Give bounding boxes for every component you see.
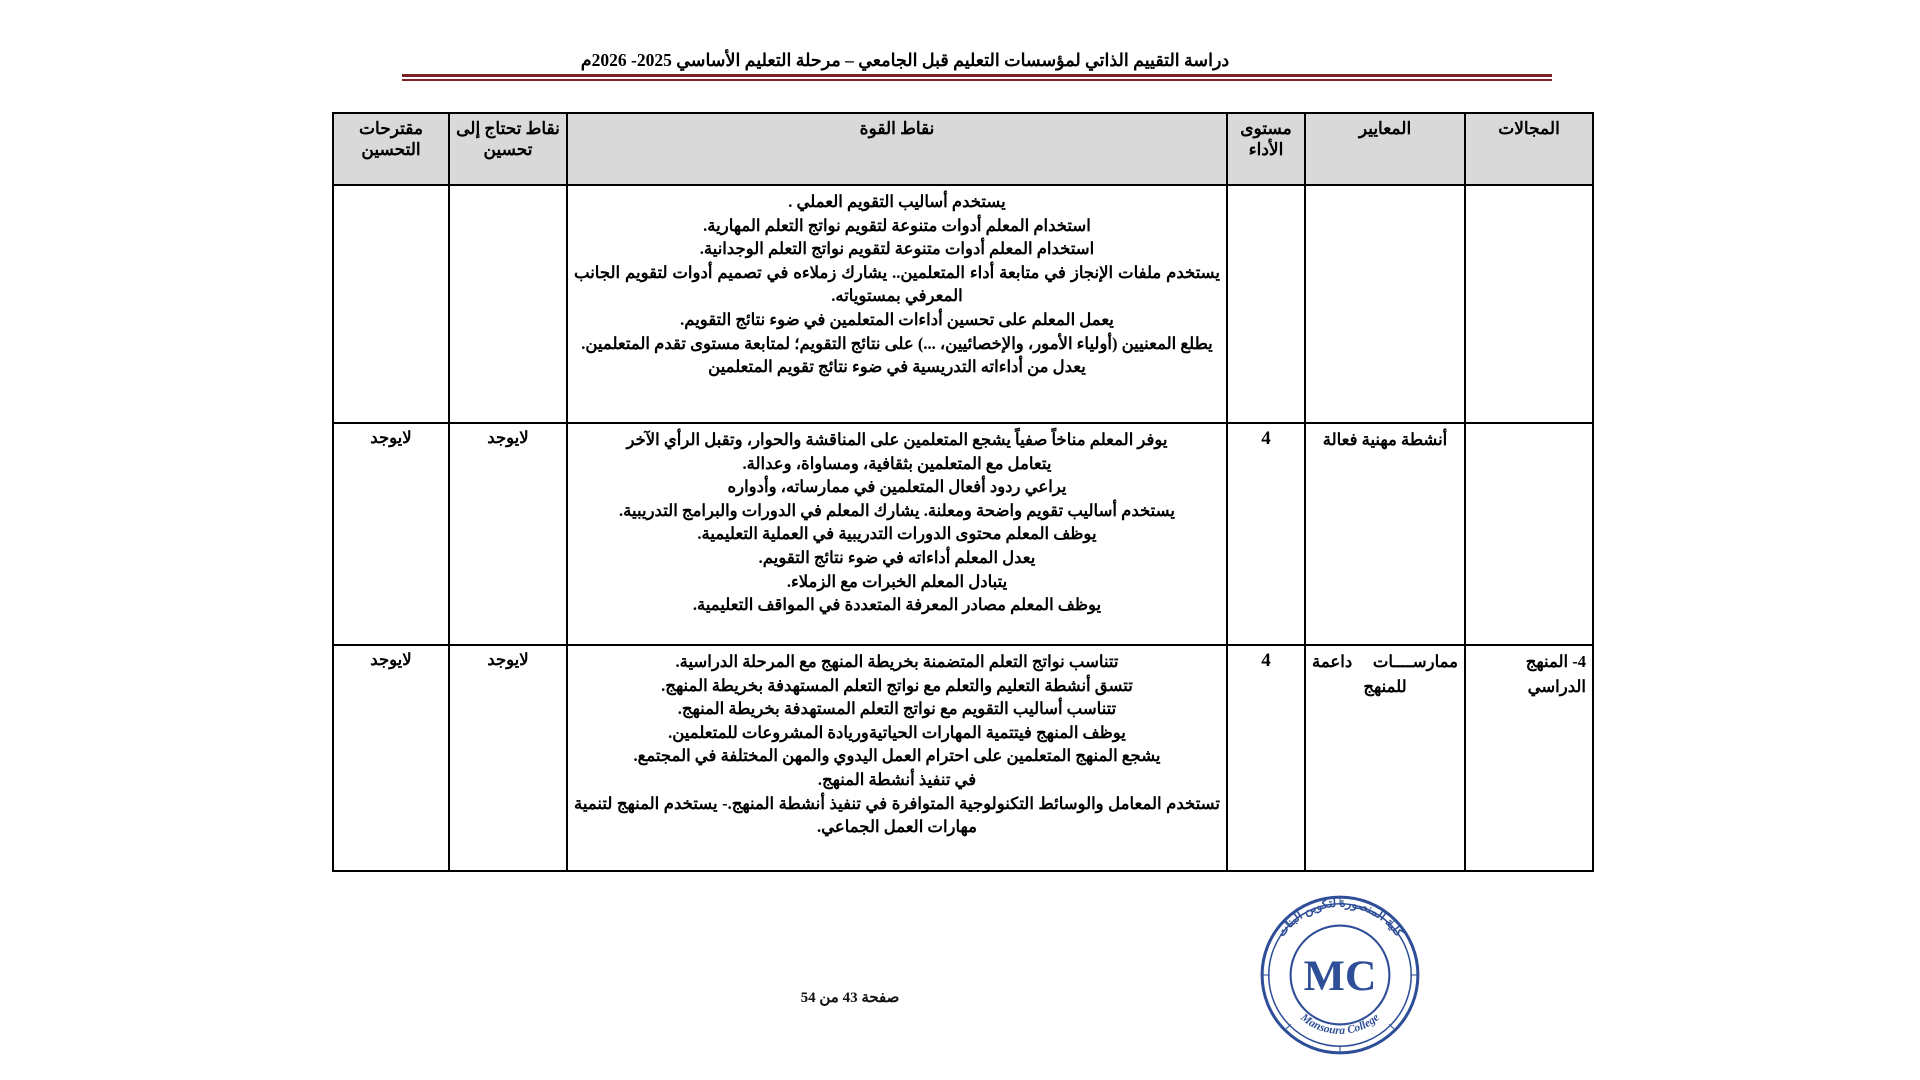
cell-improvement-suggestions	[333, 185, 449, 423]
cell-domain	[1465, 423, 1593, 645]
strength-line: تستخدم المعامل والوسائط التكنولوجية المتوافرة في تنفيذ أنشطة المنهج.- يستخدم المنهج لتنمية مهارات العمل الجماعي.	[574, 793, 1220, 837]
strength-line: يوفر المعلم مناخاً صفياً يشجع المتعلمين على المناقشة والحوار، وتقبل الرأي الآخر	[626, 430, 1168, 449]
cell-domain: 4- المنهج الدراسي	[1465, 645, 1593, 871]
cell-improvement-suggestions: لايوجد	[333, 645, 449, 871]
page-footer	[0, 988, 1920, 1007]
strength-line: في تنفيذ أنشطة المنهج.	[817, 769, 977, 789]
svg-text:كلية المنصورة لتكوين البنات	[1274, 896, 1407, 940]
strength-line: يستخدم أساليب تقويم واضحة ومعلنة. يشارك المعلم في الدورات والبرامج التدريبية.	[619, 500, 1175, 520]
strength-line: تتسق أنشطة التعليم والتعلم مع نواتج التعلم المستهدفة بخريطة المنهج.	[661, 675, 1133, 695]
strength-line: يوظف المعلم محتوى الدورات التدريبية في العملية التعليمية.	[697, 524, 1097, 544]
column-header-performance-level: مستوى الأداء	[1227, 113, 1305, 185]
strength-line: يوظف المعلم مصادر المعرفة المتعددة في المواقف التعليمية.	[692, 595, 1102, 615]
strength-line: يراعي ردود أفعال المتعلمين في ممارساته، وأدواره	[727, 477, 1067, 497]
cell-criteria: ممارســــات داعمة للمنهج	[1305, 645, 1465, 871]
strength-line: استخدام المعلم أدوات متنوعة لتقويم نواتج التعلم الوجدانية.	[699, 239, 1095, 259]
strength-line: يعدل من أداءاته التدريسية في ضوء نتائج تقويم المتعلمين	[708, 357, 1086, 377]
cell-strengths	[567, 423, 1227, 645]
stamp-monogram: MC	[1303, 952, 1377, 1001]
cell-strengths	[567, 645, 1227, 871]
strength-line: يستخدم أساليب التقويم العملي .	[788, 192, 1006, 211]
cell-domain	[1465, 185, 1593, 423]
cell-improvement-suggestions: لايوجد	[333, 423, 449, 645]
cell-needs-improvement: لايوجد	[449, 423, 567, 645]
table-header	[333, 113, 1593, 185]
strength-line: يوظف المنهج فيتتمية المهارات الحياتيةوريادة المشروعات للمتعلمين.	[668, 722, 1126, 742]
page-header-title: دراسة التقييم الذاتي لمؤسسات التعليم قبل الجامعي – مرحلة التعليم الأساسي 2025- 2026م	[580, 50, 1230, 70]
strength-line: يشجع المنهج المتعلمين على احترام العمل اليدوي والمهن المختلفة في المجتمع.	[633, 746, 1161, 766]
assessment-table	[332, 112, 1594, 872]
cell-strengths	[567, 185, 1227, 423]
cell-performance-level	[1227, 185, 1305, 423]
cell-criteria	[1305, 185, 1465, 423]
cell-performance-level: 4	[1227, 423, 1305, 645]
cell-criteria: أنشطة مهنية فعالة	[1305, 423, 1465, 645]
column-header-improvement-suggestions: مقترحات التحسين	[333, 113, 449, 185]
strength-line: يستخدم ملفات الإنجاز في متابعة أداء المتعلمين.. يشارك زملاءه في تصميم أدوات لتقويم الجانب المعرفي بمستوياته.	[574, 262, 1220, 306]
cell-performance-level: 4	[1227, 645, 1305, 871]
column-header-strengths: نقاط القوة	[567, 113, 1227, 185]
stamp-top-text: كلية المنصورة لتكوين البنات	[1273, 895, 1407, 940]
header-divider-rule	[402, 74, 1552, 81]
strength-line: تتناسب أساليب التقويم مع نواتج التعلم المستهدفة بخريطة المنهج.	[677, 699, 1117, 719]
page-header	[0, 50, 1920, 71]
strength-line: يعمل المعلم على تحسين أداءات المتعلمين في ضوء نتائج التقويم.	[680, 309, 1114, 329]
official-seal-stamp	[1245, 880, 1435, 1070]
table-row	[333, 423, 1593, 645]
cell-needs-improvement: لايوجد	[449, 645, 567, 871]
strength-line: تتناسب نواتج التعلم المتضمنة بخريطة المنهج مع المرحلة الدراسية.	[675, 652, 1119, 671]
column-header-domains: المجالات	[1465, 113, 1593, 185]
strength-line: يتبادل المعلم الخبرات مع الزملاء.	[786, 571, 1008, 591]
strength-line: استخدام المعلم أدوات متنوعة لتقويم نواتج التعلم المهارية.	[703, 215, 1091, 235]
assessment-table-container	[334, 112, 1594, 872]
page-number-label: صفحة 43 من 54	[800, 990, 900, 1006]
table-header-row	[333, 113, 1593, 185]
table-row	[333, 645, 1593, 871]
strength-line: يعدل المعلم أداءاته في ضوء نتائج التقويم.	[758, 547, 1036, 567]
cell-needs-improvement	[449, 185, 567, 423]
column-header-criteria: المعايير	[1305, 113, 1465, 185]
table-row	[333, 185, 1593, 423]
stamp-bottom-text: Mansoura College	[1298, 1011, 1382, 1037]
strength-line: يطلع المعنيين (أولياء الأمور، والإخصائيين، ...) على نتائج التقويم؛ لمتابعة مستوى تقدم المتعلمين.	[581, 333, 1213, 353]
table-body	[333, 185, 1593, 871]
strength-line: يتعامل مع المتعلمين بثقافية، ومساواة، وعدالة.	[742, 453, 1052, 473]
column-header-needs-improvement: نقاط تحتاج إلى تحسين	[449, 113, 567, 185]
